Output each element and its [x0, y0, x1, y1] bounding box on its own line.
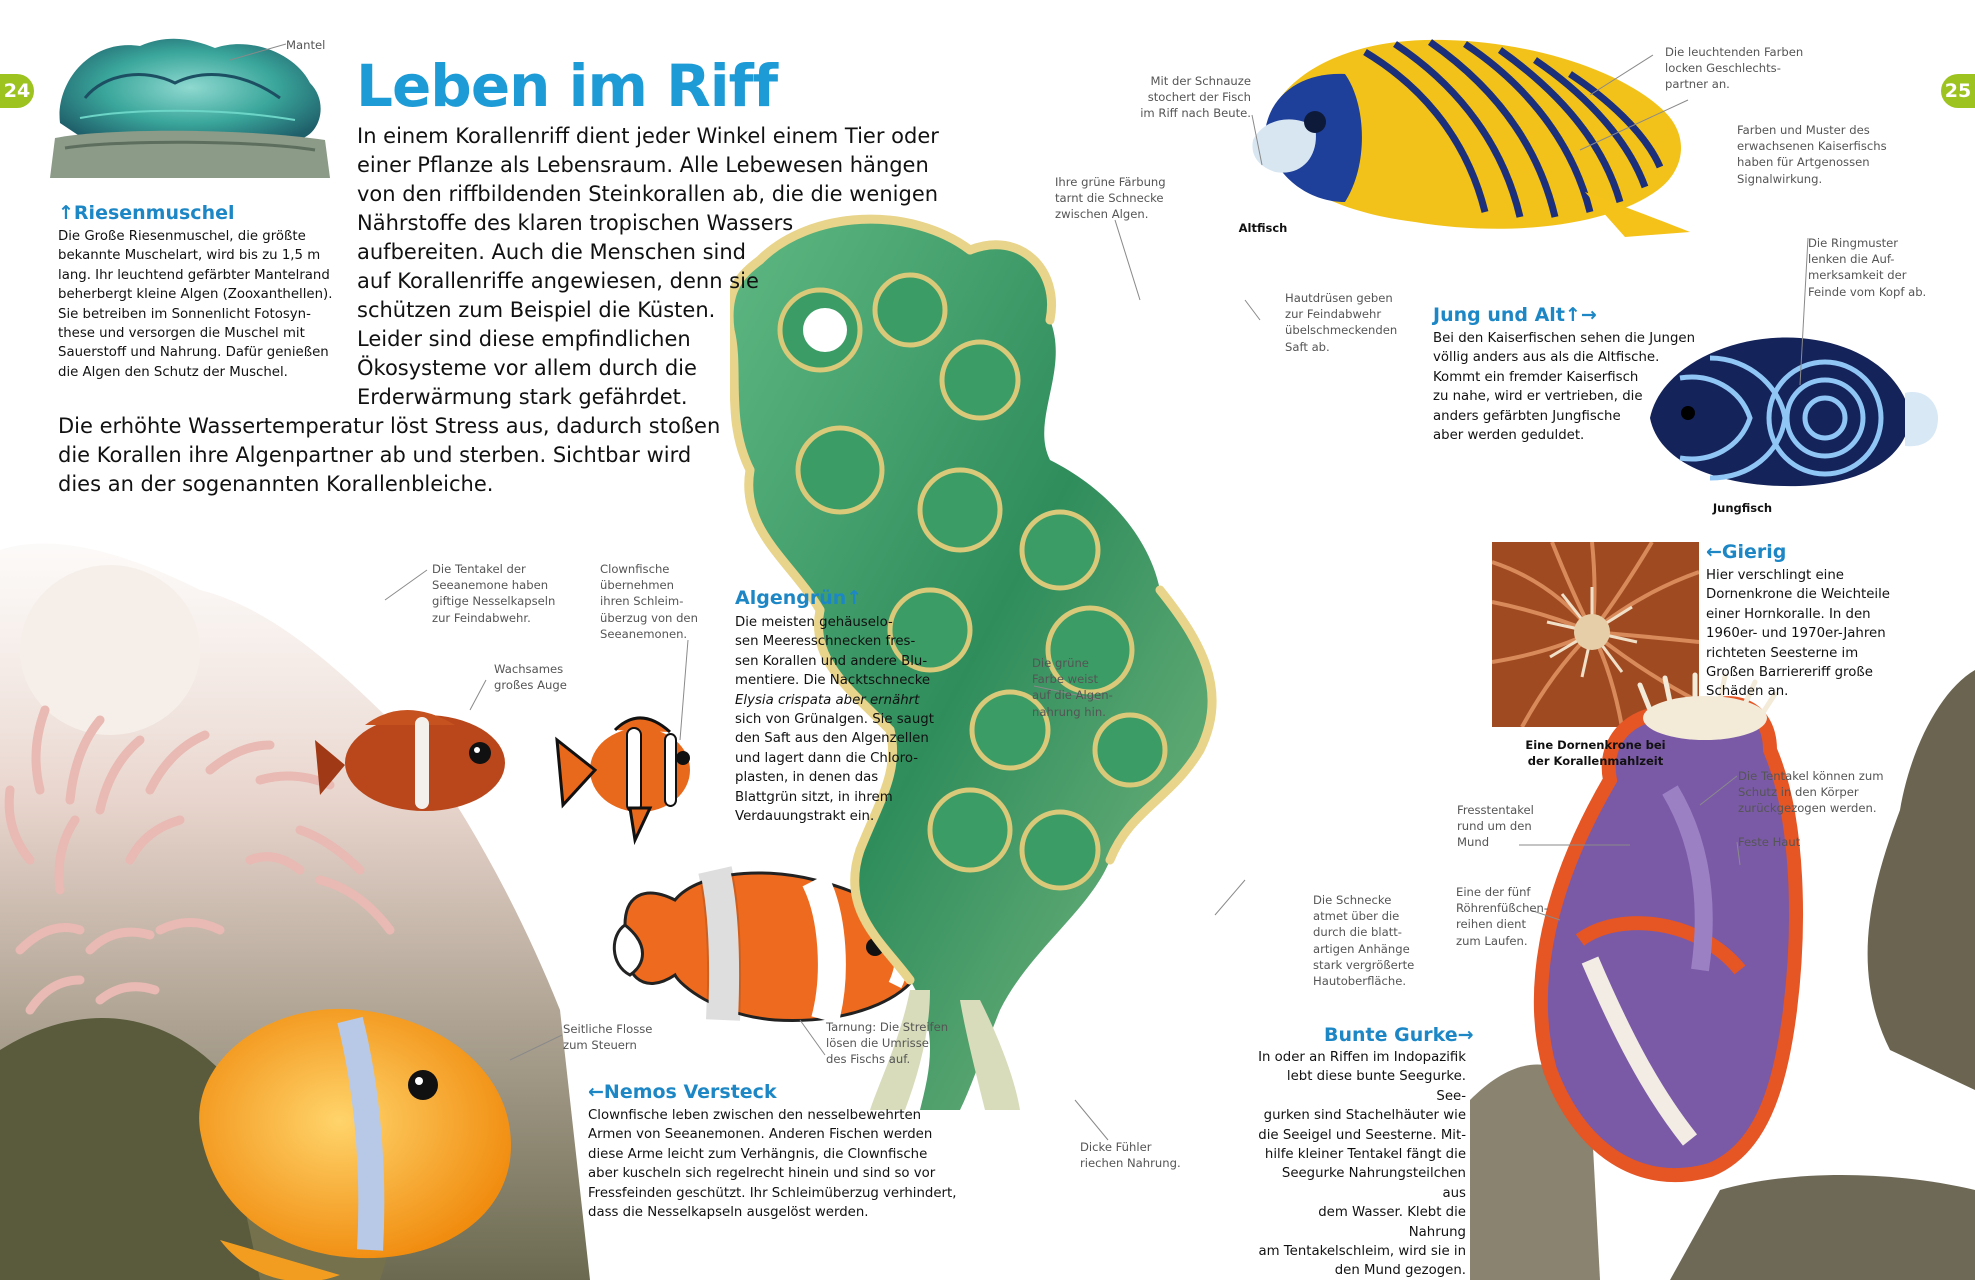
text-line: Bei den Kaiserfischen sehen die Jungen	[1433, 331, 1696, 346]
text-line: richteten Seesterne im	[1706, 645, 1859, 661]
heading-algengruen: Algengrün↑	[735, 587, 863, 609]
intro-line: In einem Korallenriff dient jeder Winkel einem Tier oder	[357, 124, 939, 148]
caption-line: großes Auge	[494, 678, 567, 693]
text-line: aber kuscheln sich regelrecht hinein und sind so vor	[588, 1166, 936, 1182]
caption-line: auf die Algen-	[1032, 688, 1113, 703]
text-line: Armen von Seeanemonen. Anderen Fischen werden	[588, 1127, 933, 1143]
caption-line: Dicke Fühler	[1080, 1140, 1152, 1154]
caption-line: Mund	[1457, 835, 1490, 850]
text-line: Schäden an.	[1706, 684, 1789, 700]
caption-fuehler	[1080, 1139, 1181, 1171]
caption-line: zur Feindabwehr	[1285, 307, 1382, 322]
anemone-scene-photo	[0, 530, 590, 1280]
text-line: die Seeigel und Seesterne. Mit-	[1258, 1127, 1466, 1143]
caption-line: Fresstentakel	[1457, 803, 1534, 817]
caption-line: durch die blatt-	[1313, 925, 1402, 940]
caption-line: ihren Schleim-	[600, 594, 684, 609]
caption-line: Hautoberfläche.	[1313, 974, 1407, 989]
text-line: die Algen den Schutz der Muschel.	[58, 364, 288, 380]
caption-dornenkrone	[1492, 737, 1699, 769]
text-line: aber werden geduldet.	[1433, 428, 1585, 444]
text-line: sen Korallen und andere Blu-	[735, 653, 928, 669]
text-line: Die Große Riesenmuschel, die größte	[58, 229, 306, 244]
text-line: sen Meeresschnecken fres-	[735, 634, 916, 650]
text-line: Großen Barriereriff große	[1706, 665, 1873, 681]
caption-line: riechen Nahrung.	[1080, 1156, 1181, 1171]
intro-line: einer Pflanze als Lebensraum. Alle Lebewesen hängen	[357, 153, 929, 177]
caption-line: im Riff nach Beute.	[1140, 106, 1251, 121]
caption-line: Seitliche Flosse	[563, 1022, 653, 1036]
caption-fresstentakel	[1457, 802, 1534, 851]
text-line: Sie betreiben im Sonnenlicht Fotosyn-	[58, 306, 311, 322]
heading-gierig: ←Gierig	[1706, 541, 1787, 563]
caption-line: Röhrenfüßchen-	[1456, 901, 1549, 916]
heading-jung-und-alt: Jung und Alt↑→	[1433, 304, 1597, 326]
text-line: mentiere. Die Nacktschnecke	[735, 673, 931, 689]
caption-line: Feinde vom Kopf ab.	[1808, 284, 1927, 299]
text-line: Blattgrün sitzt, in ihrem	[735, 789, 893, 805]
caption-roehrenfuesschen	[1456, 884, 1548, 949]
text-line: plasten, in denen das	[735, 770, 879, 786]
text-line: Seegurke Nahrungsteilchen aus	[1281, 1166, 1466, 1201]
caption-leuchtende-farben	[1665, 44, 1803, 93]
page-title: Leben im Riff	[356, 52, 778, 120]
caption-line: reihen dient	[1456, 917, 1526, 932]
caption-schnauze	[1096, 73, 1251, 122]
text-line: beherbergt kleine Algen (Zooxanthellen).	[58, 287, 333, 303]
caption-line: Hautdrüsen geben	[1285, 291, 1393, 305]
text-line: Sauerstoff und Nahrung. Dafür genießen	[58, 345, 329, 361]
caption-line: Seeanemonen.	[600, 626, 688, 641]
caption-line: überzug von den	[600, 610, 698, 625]
intro-line: auf Korallenriffe angewiesen, denn sie	[357, 269, 759, 293]
caption-line: Mit der Schnauze	[1150, 74, 1251, 88]
caption-line: lenken die Auf-	[1808, 252, 1895, 267]
caption-line: Ihre grüne Färbung	[1055, 175, 1166, 189]
intro-line: dies an der sogenannten Korallenbleiche.	[58, 472, 494, 496]
caption-schleim	[600, 561, 698, 642]
caption-atmet	[1313, 892, 1414, 989]
text-line: these und versorgen die Muschel mit	[58, 326, 305, 342]
heading-nemos-versteck: ←Nemos Versteck	[588, 1081, 777, 1103]
caption-line: locken Geschlechts-	[1665, 61, 1781, 76]
text-line: völlig anders aus als die Altfische.	[1433, 350, 1660, 366]
caption-ringmuster	[1808, 235, 1926, 300]
caption-line: artigen Anhänge	[1313, 941, 1410, 956]
caption-line: rund um den	[1457, 819, 1532, 834]
caption-line: der Korallenmahlzeit	[1527, 754, 1664, 768]
caption-gruene-farbe	[1032, 655, 1113, 720]
caption-line: Wachsames	[494, 662, 564, 676]
text-line: gurken sind Stachelhäuter wie	[1263, 1108, 1466, 1124]
caption-line: erwachsenen Kaiserfischs	[1737, 139, 1887, 154]
heading-riesenmuschel: ↑Riesenmuschel	[58, 202, 235, 224]
text-line: hilfe kleiner Tentakel fängt die	[1264, 1147, 1466, 1163]
caption-line: giftige Nesselkapseln	[432, 594, 556, 609]
caption-line: tarnt die Schnecke	[1055, 191, 1164, 206]
text-algengruen	[735, 613, 934, 826]
caption-line: Die Tentakel der	[432, 562, 526, 576]
text-jung-und-alt	[1433, 329, 1695, 445]
text-nemos-versteck	[588, 1106, 956, 1222]
intro-paragraph-2	[58, 412, 720, 499]
caption-line: zum Laufen.	[1456, 933, 1528, 948]
text-line: zu nahe, wird er vertrieben, die	[1433, 389, 1643, 405]
caption-line: zur Feindabwehr.	[432, 610, 531, 625]
angelfish-adult-photo	[1245, 22, 1695, 242]
text-line: am Tentakelschleim, wird sie in	[1258, 1244, 1466, 1260]
text-bunte-gurke	[1258, 1048, 1466, 1281]
text-line: den Saft aus den Algenzellen	[735, 731, 929, 747]
caption-line: stark vergrößerte	[1313, 957, 1415, 972]
label-jungfisch: Jungfisch	[1712, 501, 1773, 515]
caption-line: Schutz in den Körper	[1738, 785, 1859, 800]
caption-feste-haut: Feste Haut	[1738, 835, 1801, 849]
caption-tentakel-schutz	[1738, 768, 1884, 817]
intro-line: Erderwärmung stark gefährdet.	[357, 385, 688, 409]
intro-line: Ökosysteme vor allem durch die	[357, 356, 697, 380]
clownfish-small-photo	[555, 700, 715, 850]
caption-line: stochert der Fisch	[1147, 90, 1251, 105]
caption-line: Die grüne	[1032, 656, 1089, 670]
page-number-left: 24	[0, 74, 34, 108]
text-line: sich von Grünalgen. Sie saugt	[735, 712, 934, 728]
caption-line: Saft ab.	[1285, 339, 1330, 354]
caption-mantel: Mantel	[286, 38, 326, 52]
text-line: dem Wasser. Klebt die Nahrung	[1318, 1205, 1466, 1240]
intro-line: von den riffbildenden Steinkorallen ab, die die wenigen	[357, 182, 939, 206]
caption-line: Farbe weist	[1032, 672, 1099, 687]
text-line: und lagert dann die Chloro-	[735, 750, 919, 766]
intro-line: Die erhöhte Wassertemperatur löst Stress aus, dadurch stoßen	[58, 414, 721, 438]
text-line: Elysia crispata aber ernährt	[735, 692, 920, 708]
caption-line: Seeanemone haben	[432, 578, 549, 593]
caption-line: übernehmen	[600, 578, 675, 593]
text-line: Clownfische leben zwischen den nesselbewehrten	[588, 1108, 922, 1123]
caption-line: haben für Artgenossen	[1737, 155, 1870, 170]
intro-line: aufbereiten. Auch die Menschen sind	[357, 240, 746, 264]
text-line: In oder an Riffen im Indopazifik	[1258, 1050, 1466, 1065]
caption-muster	[1737, 122, 1887, 187]
intro-line: Nährstoffe des klaren tropischen Wassers	[357, 211, 794, 235]
caption-line: nahrung hin.	[1032, 704, 1106, 719]
intro-line: Leider sind diese empfindlichen	[357, 327, 691, 351]
caption-line: des Fischs auf.	[826, 1052, 911, 1067]
text-line: Dornenkrone die Weichteile	[1706, 587, 1890, 603]
intro-line: die Korallen ihre Algenpartner ab und sterben. Sichtbar wird	[58, 443, 692, 467]
caption-line: Signalwirkung.	[1737, 171, 1823, 186]
caption-line: Die leuchtenden Farben	[1665, 45, 1804, 59]
text-line: lebt diese bunte Seegurke. See-	[1286, 1069, 1466, 1104]
caption-line: Tarnung: Die Streifen	[826, 1020, 949, 1034]
caption-line: partner an.	[1665, 77, 1730, 92]
caption-line: übelschmeckenden	[1285, 323, 1398, 338]
caption-line: Farben und Muster des	[1737, 123, 1870, 137]
text-line: Verdauungstrakt ein.	[735, 809, 875, 825]
text-line: 1960er- und 1970er-Jahren	[1706, 626, 1886, 642]
caption-line: atmet über die	[1313, 909, 1400, 924]
text-line: diese Arme leicht zum Verhängnis, die Clownfische	[588, 1146, 928, 1162]
caption-faerbung	[1055, 174, 1166, 223]
caption-line: zum Steuern	[563, 1038, 637, 1053]
intro-line: schützen zum Beispiel die Küsten.	[357, 298, 716, 322]
caption-line: Eine der fünf	[1456, 885, 1531, 899]
label-altfisch: Altfisch	[1238, 221, 1288, 235]
text-line: Die meisten gehäuselo-	[735, 615, 893, 630]
intro-paragraph-1	[357, 122, 939, 412]
caption-line: Eine Dornenkrone bei	[1525, 738, 1666, 752]
caption-auge	[494, 661, 567, 693]
text-riesenmuschel	[58, 227, 332, 382]
text-line: Kommt ein fremder Kaiserfisch	[1433, 369, 1639, 385]
caption-tarnung	[826, 1019, 948, 1068]
page-number-right: 25	[1941, 74, 1975, 108]
caption-tentakel-anemone	[432, 561, 555, 626]
caption-line: merksamkeit der	[1808, 268, 1907, 283]
text-line: dass die Nesselkapseln ausgelöst werden.	[588, 1205, 869, 1221]
text-line: Hier verschlingt eine	[1706, 568, 1844, 583]
text-line: einer Hornkoralle. In den	[1706, 606, 1871, 622]
caption-hautdruesen	[1285, 290, 1397, 355]
text-line: lang. Ihr leuchtend gefärbter Mantelrand	[58, 267, 330, 283]
caption-line: zurückgezogen werden.	[1738, 801, 1877, 816]
caption-line: zwischen Algen.	[1055, 207, 1149, 222]
caption-line: Die Schnecke	[1313, 893, 1392, 907]
text-line: bekannte Muschelart, wird bis zu 1,5 m	[58, 248, 321, 264]
caption-flosse	[563, 1021, 652, 1053]
caption-line: lösen die Umrisse	[826, 1036, 929, 1051]
caption-line: Die Ringmuster	[1808, 236, 1899, 250]
caption-line: Clownfische	[600, 562, 670, 576]
text-line: den Mund gezogen.	[1334, 1263, 1466, 1279]
text-line: anders gefärbten Jungfische	[1433, 408, 1621, 424]
caption-line: Die Tentakel können zum	[1738, 769, 1884, 783]
text-gierig	[1706, 566, 1890, 702]
heading-bunte-gurke: Bunte Gurke→	[1324, 1024, 1474, 1046]
text-line: Fressfeinden geschützt. Ihr Schleimüberzug verhindert,	[588, 1185, 957, 1201]
